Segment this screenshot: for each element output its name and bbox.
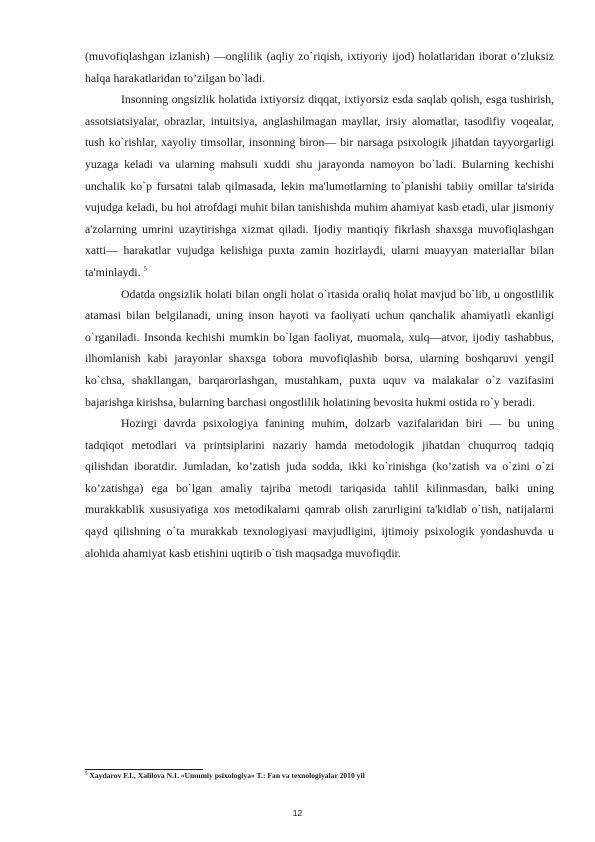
paragraph-2-text: Insonning ongsizlik holatida ixtiyorsiz diqqat, ixtiyorsiz esda saqlab qolish, esga tushirish, assotsiatsiyalar, obrazlar, intuitsiya, anglashilmagan mayllar, irsiy alomatlar, tasodifiy voqealar, tush ko`rishlar, xayoliy timsollar, insonning biron— bir narsaga psixologik jihatdan tayyorgarligi yuzaga keladi va ularning mahsuli xuddi shu jarayonda namoyon bo`ladi. Bularning kechishi unchalik ko`p fursatni talab qilmasada, lekin ma'lumotlarning to`planishi tabiiy omillar ta'sirida vujudga keladi, bu hol atrofdagi muhit bilan tanishishda muhim ahamiyat kasb etadi, ular jismoniy a'zolarning umrini uzaytirishga xizmat qiladi. Ijodiy mantiqiy fikrlash shaxsga muvofiqlashgan xatti— harakatlar vujudga kelishiga puxta zamin hozirlaydi, ularni muayyan materiallar bilan ta'minlaydi. — [85, 92, 554, 279]
footnote-reference[interactable]: 5 — [143, 265, 147, 274]
paragraph-2 — [85, 89, 554, 283]
footnote — [85, 771, 554, 781]
paragraph-4-text: Hozirgi davrda psixologiya fanining muhim, dolzarb vazifalaridan biri — bu uning tadqiqot metodlari va printsiplarini nazariy hamda metodologik jihatdan chuqurroq tadqiq qilishdan iboratdir. Jumladan, ko’zatish juda sodda, ikki ko`rinishga (ko’zatish va o`zini o`zi ko’zatishga) ega bo`lgan amaliy tajriba metodi tariqasida tahlil kilinmasdan, balki uning murakkablik xususiyatiga xos metodikalarni qamrab olish zarurligini ta'kidlab o`tish, natijalarni qayd qilishning o`ta murakkab texnologiyasi mavjudligini, ijtimoiy psixologik yondashuvda u alohida ahamiyat kasb etishini uqtirib o`tish maqsadga muvofiqdir. — [85, 416, 554, 560]
body-text — [85, 46, 554, 564]
paragraph-3-text: Odatda ongsizlik holati bilan ongli holat o`rtasida oraliq holat mavjud bo`lib, u ongostlilik atamasi bilan belgilanadi, uning inson hayoti va faoliyati uchun qanchalik ahamiyatli ekanligi o`rganiladi. Insonda kechishi mumkin bo`lgan faoliyat, muomala, xulq—atvor, ijodiy tashabbus, ilhomlanish kabi jarayonlar shaxsga tobora muvofiqlashib borsa, ularning boshqaruvi yengil ko`chsa, shakllangan, barqarorlashgan, mustahkam, puxta uquv va malakalar o`z vazifasini bajarishga kirishsa, bularning barchasi ongostlilik holatining bevosita hukmi ostida ro`y beradi. — [85, 286, 554, 409]
paragraph-4 — [85, 413, 554, 564]
paragraph-1 — [85, 46, 554, 89]
footnote-separator — [85, 769, 203, 770]
page-number: 12 — [292, 808, 303, 818]
footnote-text: Xaydarov F.I., Xalilova N.I. «Umumiy psixologiya» T.: Fan va texnologiyalar 2010 yil — [87, 771, 365, 780]
paragraph-1-text: (muvofiqlashgan izlanish) —onglilik (aqliy zo`riqish, ixtiyoriy ijod) holatlaridan iborat o’zluksiz halqa harakatlaridan to’zilgan bo`ladi. — [85, 49, 554, 85]
paragraph-3 — [85, 284, 554, 414]
footnote-number: 5 — [85, 771, 88, 777]
